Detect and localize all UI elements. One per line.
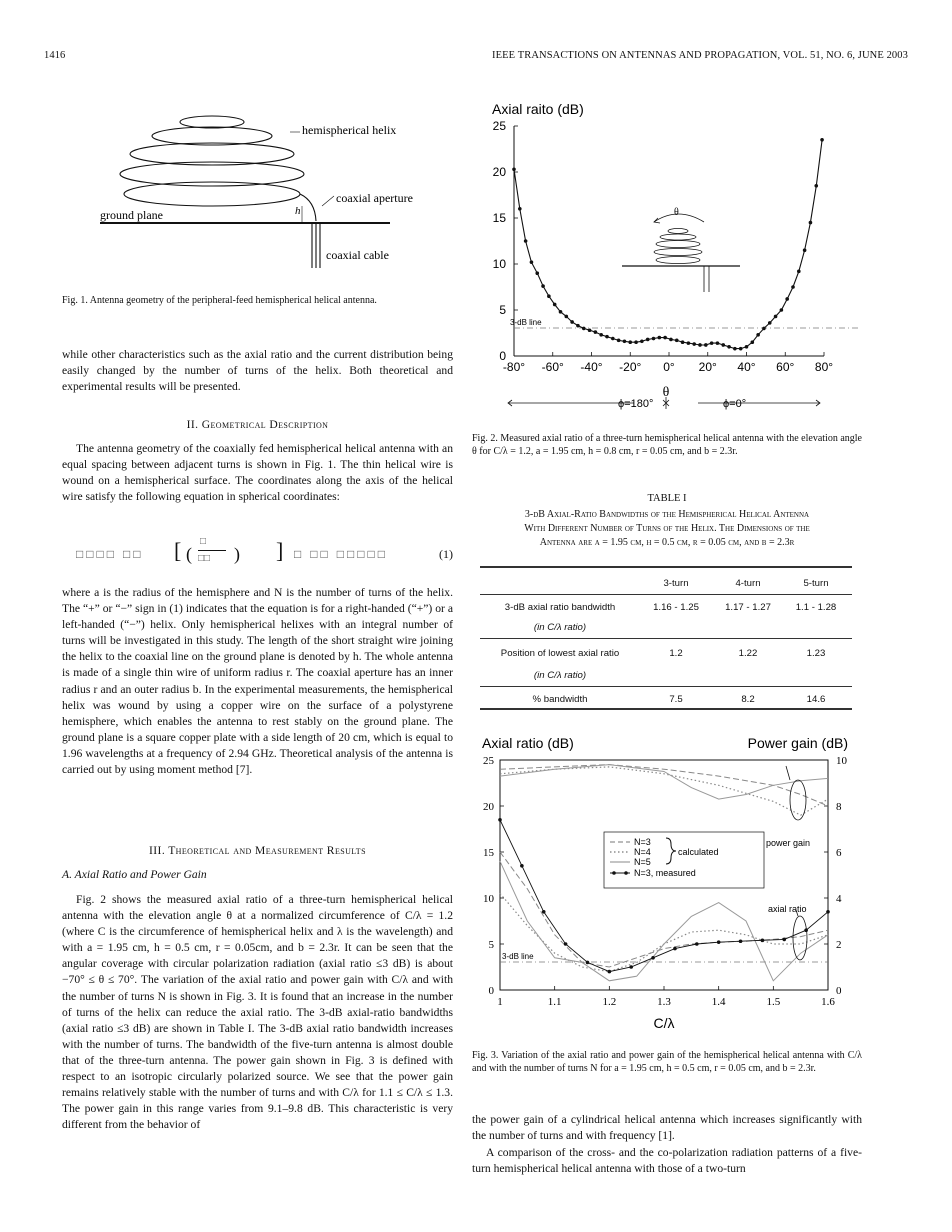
fig3-legend-n3-measured: N=3, measured [634, 868, 696, 878]
fig2-y-tick-label: 5 [499, 303, 506, 317]
fig2-y-tick-label: 15 [492, 211, 506, 225]
fig3-series-line [500, 767, 828, 815]
fig2-data-point [768, 321, 772, 325]
fig2-y-tick-label: 0 [499, 349, 506, 363]
fig2-x-tick-label: -80° [502, 360, 526, 374]
fig2-data-point [739, 347, 743, 351]
fig3-data-point [629, 965, 633, 969]
fig3-annot-ar: axial ratio [768, 904, 807, 914]
fig2-phi-right: ϕ=0° [723, 398, 747, 410]
fig3-xlabel: C/λ [653, 1015, 675, 1031]
fig2-data-point [797, 270, 801, 274]
fig2-data-point [582, 327, 586, 331]
fig3-x-tick-label: 1 [497, 996, 503, 1008]
running-header: IEEE TRANSACTIONS ON ANTENNAS AND PROPAGATION, VOL. 51, NO. 6, JUNE 2003 [492, 50, 908, 61]
fig3-data-point [608, 970, 612, 974]
fig2-data-point [570, 320, 574, 324]
fig2-data-point [646, 338, 650, 342]
fig2-data-point [710, 341, 714, 345]
fig2-data-point [628, 340, 632, 344]
equation-number: (1) [439, 547, 453, 561]
fig2-data-point [599, 333, 603, 337]
table1-title: 3-dB Axial-Ratio Bandwidths of the Hemispherical Helical Antenna With Different Number of Turns of the Helix. The Dimensions of the Antenna are a = 1.95 cm, h = 0.5 cm, r = 0.05 cm, and b = 2.3r [524, 509, 810, 548]
fig2-data-point [751, 340, 755, 344]
fig3-legend [604, 832, 764, 888]
table1-header-4turn: 4-turn [735, 578, 761, 589]
table1-cell: 1.1 - 1.28 [795, 602, 837, 613]
fig2-data-point [675, 339, 679, 343]
fig2-data-point [692, 342, 696, 346]
fig3-data-point [761, 939, 765, 943]
fig2-data-point [704, 343, 708, 347]
fig3-left-title: Axial ratio (dB) [482, 735, 574, 751]
fig3-data-point [782, 938, 786, 942]
fig3-y2-tick-label: 6 [836, 847, 842, 859]
fig3-legend-calculated: calculated [678, 847, 719, 857]
left-paragraph-3: Fig. 2 shows the measured axial ratio of a three-turn hemispherical helical antenna with the elevation angle θ at a normalized circumference of C/λ = 1.2 (where C is the circumference of hemispherical helix and λ is the wavelength) and with a = 1.95 cm, h = 0.5 cm, r = 0.05cm, and b = 2.3r. It can be seen that the angular coverage with circular polarization radiation (axial ratio ≤3 dB) is about −70° ≤ θ ≤ 70°. The variation of the axial ratio and power gain with C/λ and with the number of turns N is shown in Fig. 3. It is found that an increase in the number of turns of the helix can reduce the axial ratio. The 3-dB axial-ratio bandwidths (axial ratio ≤3 dB) are shown in Table I. The 3-dB axial ratio bandwidth increases with the number of turns. The bandwidth of the five-turn antenna is almost double that of the three-turn antenna. The power gain shown in Fig. 3 is defined with respect to an isotropic circularly polarized source. We see that the power gain remains relatively stable with the number of turns and with C/λ for 1.1 ≤ C/λ ≤ 1.3. The power gain in this range varies from 9.1–9.8 dB. This characteristic is very different from the behavior of [62, 893, 453, 1132]
fig3-series-line [500, 765, 828, 800]
fig2-chart [468, 94, 868, 424]
fig3-data-point [564, 942, 568, 946]
fig3-data-point [717, 940, 721, 944]
fig3-y-tick-label: 20 [483, 801, 494, 813]
fig2-data-point [698, 343, 702, 347]
table1-row2-sub: (in C/λ ratio) [533, 670, 587, 681]
fig2-x-tick-label: -60° [541, 360, 564, 374]
fig2-data-point [716, 341, 720, 345]
fig2-data-point [658, 336, 662, 340]
fig2-data-point [721, 343, 725, 347]
fig1-label-cable: coaxial cable [326, 248, 389, 262]
fig2-data-point [780, 308, 784, 312]
fig3-y-tick-label: 15 [483, 847, 494, 859]
subsection-a-title: A. Axial Ratio and Power Gain [62, 868, 207, 881]
fig2-data-point [518, 207, 522, 211]
fig2-data-point [745, 345, 749, 349]
fig3-y2-tick-label: 4 [836, 893, 842, 905]
fig2-xlabel: θ [662, 385, 670, 400]
table1-cell: 1.2 [669, 648, 683, 659]
fig2-data-point [814, 184, 818, 188]
fig3-x-tick-label: 1.3 [657, 996, 671, 1008]
fig3-x-tick-label: 1.5 [766, 996, 781, 1008]
fig2-x-tick-label: 80° [814, 360, 834, 374]
fig2-data-point [809, 221, 813, 225]
table1-row3-label: % bandwidth [532, 694, 588, 705]
fig2-data-point [512, 167, 516, 171]
fig2-data-point [762, 327, 766, 331]
right-paragraph-1: the power gain of a cylindrical helical antenna which increases significantly with the number of turns and with frequency [1]. [472, 1113, 862, 1143]
fig2-data-point [623, 339, 627, 343]
fig3-data-point [651, 956, 655, 960]
fig2-3db-label: 3-dB line [510, 318, 542, 327]
fig3-caption: Fig. 3. Variation of the axial ratio and power gain of the hemispherical helical antenna with C/λ and with the number of turns N for a = 1.95 cm, h = 0.5 cm, r = 0.05 cm, and b = 2.3r. [472, 1050, 862, 1074]
fig1-label-helix: hemispherical helix [302, 123, 397, 137]
fig2-data-point [565, 315, 569, 319]
section-2-title: II. Geometrical Description [186, 418, 329, 431]
fig3-data-point [520, 864, 524, 868]
fig2-data-point [733, 347, 737, 351]
fig2-caption: Fig. 2. Measured axial ratio of a three-turn hemispherical helical antenna with the elevation angle θ for C/λ = 1.2, a = 1.95 cm, h = 0.8 cm, r = 0.05 cm, and b = 2.3r. [472, 433, 862, 457]
table1-label: TABLE I [647, 493, 687, 504]
fig2-x-tick-label: -40° [580, 360, 603, 374]
table1-row1-sub: (in C/λ ratio) [533, 622, 587, 633]
equation-1: □□□□ □□ [ ( □ □□ ) ] □ □□ □□□□□ (1) [76, 536, 453, 564]
fig2-data-point [756, 333, 760, 337]
fig3-data-point [739, 939, 743, 943]
fig2-x-tick-label: -20° [619, 360, 642, 374]
fig1-label-ground: ground plane [100, 208, 163, 222]
right-paragraph-2: A comparison of the cross- and the co-polarization radiation patterns of a five-turn hemispherical helical antenna with those of a two-turn [472, 1146, 862, 1176]
fig2-data-point [785, 297, 789, 301]
fig2-data-point [669, 338, 673, 342]
fig1-caption: Fig. 1. Antenna geometry of the peripheral-feed hemispherical helical antenna. [62, 295, 377, 306]
fig2-data-point [559, 310, 563, 314]
table1 [480, 566, 852, 710]
table1-cell: 1.16 - 1.25 [653, 602, 699, 613]
fig3-data-point [695, 942, 699, 946]
fig2-data-point [687, 341, 691, 345]
fig2-data-point [820, 138, 824, 142]
fig2-data-point [588, 328, 592, 332]
fig3-y2-tick-label: 10 [836, 755, 847, 767]
fig3-right-title: Power gain (dB) [747, 735, 848, 751]
fig2-x-tick-label: 40° [737, 360, 756, 374]
left-paragraph-1: The antenna geometry of the coaxially fed hemispherical helical antenna with an equal spacing between adjacent turns is shown in Fig. 1. The thin helical wire is wound on a hemispherical surface. The coordinates along the axis of the helical wire satisfy the following equation in spherical coordinates: [62, 442, 453, 504]
fig2-data-point [774, 315, 778, 319]
fig3-data-point [586, 961, 590, 965]
fig3-chart [468, 730, 868, 1040]
fig3-annot-gain: power gain [766, 838, 811, 848]
fig2-y-tick-label: 20 [492, 165, 506, 179]
fig3-data-point [542, 910, 546, 914]
fig3-data-point [498, 818, 502, 822]
fig2-data-point [547, 294, 551, 298]
fig2-data-point [594, 330, 598, 334]
fig3-y2-tick-label: 8 [836, 801, 842, 813]
table1-cell: 1.17 - 1.27 [725, 602, 771, 613]
fig2-data-point [681, 340, 685, 344]
fig3-y2-tick-label: 0 [836, 985, 842, 997]
table1-cell: 8.2 [741, 694, 755, 705]
table1-cell: 1.22 [738, 648, 758, 659]
fig3-legend-n3: N=3 [634, 837, 651, 847]
fig2-phi-left: ϕ=180° [618, 398, 654, 410]
fig3-x-tick-label: 1.1 [547, 996, 562, 1008]
fig3-legend-n5: N=5 [634, 857, 651, 867]
table1-row2-label: Position of lowest axial ratio [500, 648, 620, 659]
fig2-x-tick-label: 0° [663, 360, 675, 374]
fig2-x-tick-label: 20° [698, 360, 717, 374]
left-paragraph-2: where a is the radius of the hemisphere and N is the number of turns of the helix. The “+” or “−” sign in (1) indicates that the equation is for a right-handed (“+”) or a left-handed (“−”) helix. Only hemispherical helixes with an integral number of turns will be investigated in this study. The length of the short straight wire joining the helix to the coaxial line on the ground plane is denoted by h. The whole antenna is made of a single thin wire of uniform radius r. The coaxial aperture has an inner radius r and an outer radius b. In the experimental measurements, the hemispherical helix was wound by using a copper wire on the surface of a polystyrene hemisphere, which enables the antenna to rest stably on the ground plane. The ground plane is a square copper plate with a side length of 20 cm, which is equal to 1.96 wavelengths at a frequency of 2.94 GHz. Theoretical analysis of the antenna is carried out by using moment method [7]. [62, 586, 453, 777]
fig1-diagram [90, 96, 470, 276]
section-3-title: III. Theoretical and Measurement Results [149, 844, 366, 857]
fig2-y-tick-label: 25 [492, 119, 506, 133]
fig3-x-tick-label: 1.6 [821, 996, 835, 1008]
fig2-data-point [524, 239, 528, 243]
fig2-data-point [605, 335, 609, 339]
fig3-x-tick-label: 1.4 [711, 996, 726, 1008]
fig3-y2-tick-label: 2 [836, 939, 842, 951]
fig2-inset-helix [622, 214, 740, 292]
fig2-y-tick-label: 10 [492, 257, 506, 271]
fig2-data-point [576, 324, 580, 328]
table1-cell: 14.6 [806, 694, 826, 705]
fig2-data-point [634, 340, 638, 344]
fig3-data-point [673, 947, 677, 951]
table1-cell: 1.23 [806, 648, 826, 659]
table1-header-3turn: 3-turn [663, 578, 689, 589]
table1-row1-label: 3-dB axial ratio bandwidth [504, 602, 616, 613]
table1-cell: 7.5 [669, 694, 683, 705]
fig2-data-point [727, 345, 731, 349]
left-paragraph-0: while other characteristics such as the axial ratio and the current distribution being easily changed by the number of turns of the helix. Both theoretical and experimental results will be presented. [62, 348, 453, 394]
fig2-title: Axial raito (dB) [492, 101, 584, 117]
fig3-series-line [500, 765, 828, 806]
fig3-y-tick-label: 25 [483, 755, 494, 767]
fig3-data-point [826, 910, 830, 914]
fig2-data-point [530, 260, 534, 264]
fig2-x-tick-label: 60° [776, 360, 795, 374]
fig1-label-aperture: coaxial aperture [336, 191, 413, 205]
fig2-data-point [640, 339, 644, 343]
fig2-data-point [791, 285, 795, 289]
fig2-data-point [652, 337, 656, 341]
fig3-y-tick-label: 5 [488, 939, 494, 951]
fig3-y-tick-label: 10 [483, 893, 494, 905]
fig2-data-point [535, 271, 539, 275]
fig1-label-h: h [295, 205, 301, 217]
fig2-data-point [541, 284, 545, 288]
fig2-data-point [803, 248, 807, 252]
table1-header-5turn: 5-turn [803, 578, 829, 589]
fig3-legend-n4: N=4 [634, 847, 651, 857]
fig3-3db-label: 3-dB line [502, 952, 534, 961]
fig3-y-tick-label: 0 [488, 985, 494, 997]
page-number: 1416 [44, 50, 66, 61]
fig2-data-point [553, 303, 557, 307]
fig2-inset-theta: θ [674, 207, 679, 218]
fig2-data-point [611, 337, 615, 341]
fig3-x-tick-label: 1.2 [602, 996, 617, 1008]
fig2-data-point [663, 336, 667, 340]
fig2-data-point [617, 339, 621, 343]
